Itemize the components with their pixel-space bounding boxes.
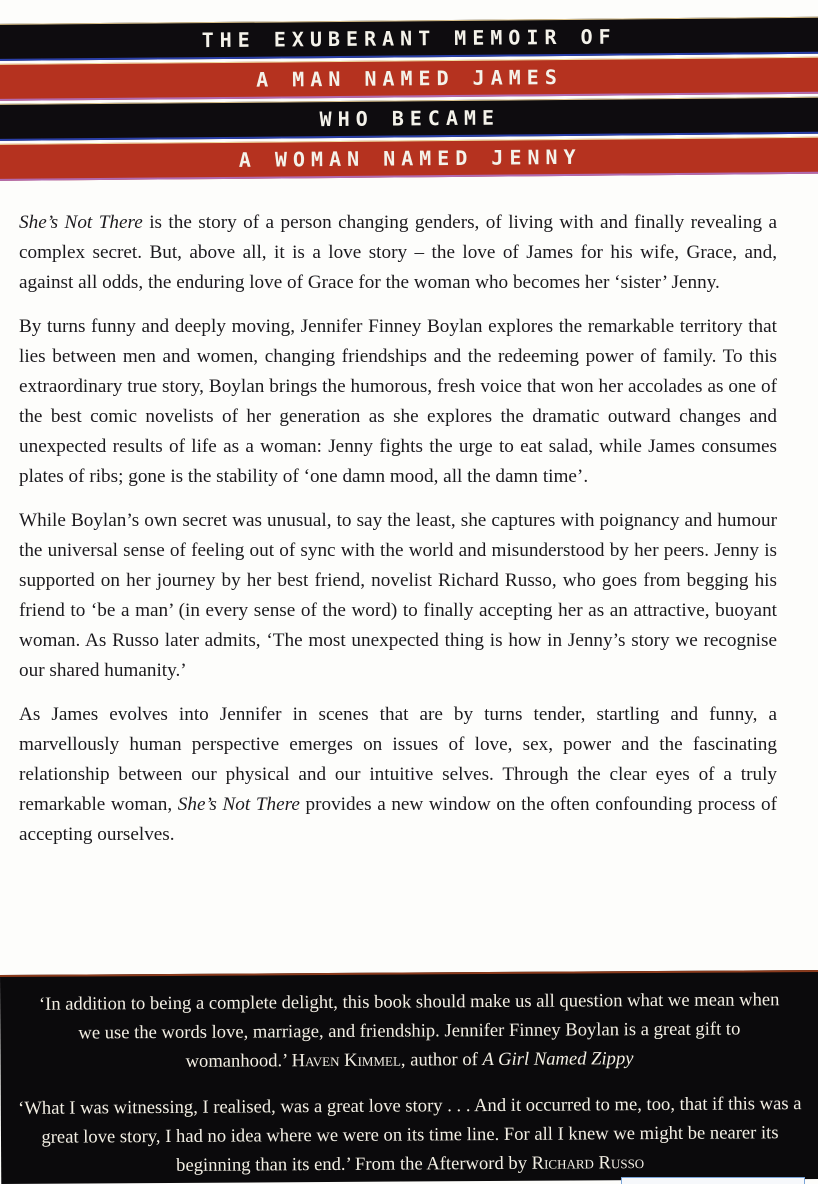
banner-line-2: A MAN NAMED JAMES <box>0 57 818 101</box>
book-title: She’s Not There <box>177 794 300 815</box>
blurb <box>19 208 777 864</box>
quote-author: Richard Russo <box>531 1152 645 1174</box>
blurb-paragraph-4-text-after: provides a new window on the often confounding process of accepting ourselves. <box>19 794 777 845</box>
book-title: She’s Not There <box>19 212 143 233</box>
banner-line-3: WHO BECAME <box>0 97 818 141</box>
quote-attribution: From the Afterword by <box>354 1152 532 1175</box>
quote-source-title: A Girl Named Zippy <box>482 1048 634 1071</box>
review-quotes-section <box>0 970 818 1184</box>
blurb-paragraph-4-text-before: As James evolves into Jennifer in scenes that are by turns tender, startling and funny, a marvellously human perspective emerges on issues of love, sex, power and the fascinating relationship between our physical and our intuitive selves. Through the clear eyes of a truly remarkable woman, <box>19 704 777 815</box>
quote-attribution: , author of <box>400 1049 483 1071</box>
review-quote-1 <box>29 985 790 1077</box>
review-quote-2 <box>10 1089 811 1181</box>
quote-text: ‘What I was witnessing, I realised, was a great love story . . . And it occurred to me, too, that if this was a great love story, I had no idea where we were on its time line. For all I knew we might be nearer its beginning than its end.’ <box>18 1093 802 1176</box>
quote-text: ‘In addition to being a complete delight, this book should make us all question what we mean when we use the words love, marriage, and friendship. Jennifer Finney Boylan is a great gift to womanhood.’ <box>38 989 780 1072</box>
blurb-paragraph-3: While Boylan’s own secret was unusual, to say the least, she captures with poignancy and humour the universal sense of feeling out of sync with the world and misunderstood by her peers. Jenny is supported on her journey by her best friend, novelist Richard Russo, who goes from begging his friend to ‘be a man’ (in every sense of the word) to finally accepting her as an attractive, buoyant woman. As Russo later admits, ‘The most unexpected thing is how in Jenny’s story we recognise our shared humanity.’ <box>19 510 777 681</box>
banner-line-4: A WOMAN NAMED JENNY <box>0 137 818 181</box>
blurb-paragraph-1 <box>19 208 777 298</box>
banner-line-1: THE EXUBERANT MEMOIR OF <box>0 17 818 61</box>
title-banner <box>0 17 818 184</box>
blurb-paragraph-4 <box>19 700 777 850</box>
blurb-paragraph-1-text: is the story of a person changing genders, of living with and finally revealing a complex secret. But, above all, it is a love story – the love of James for his wife, Grace, and, against all odds, the enduring love of Grace for the woman who becomes her ‘sister’ Jenny. <box>19 212 777 293</box>
quote-author: Haven Kimmel <box>291 1049 401 1072</box>
barcode-area <box>621 1177 805 1184</box>
blurb-paragraph-2: By turns funny and deeply moving, Jennifer Finney Boylan explores the remarkable territory that lies between men and women, changing friendships and the redeeming power of family. To this extraordinary true story, Boylan brings the humorous, fresh voice that won her accolades as one of the best comic novelists of her generation as she explores the dramatic outward changes and unexpected results of life as a woman: Jenny fights the urge to eat salad, while James consumes plates of ribs; gone is the stability of ‘one damn mood, all the damn time’. <box>19 316 777 487</box>
